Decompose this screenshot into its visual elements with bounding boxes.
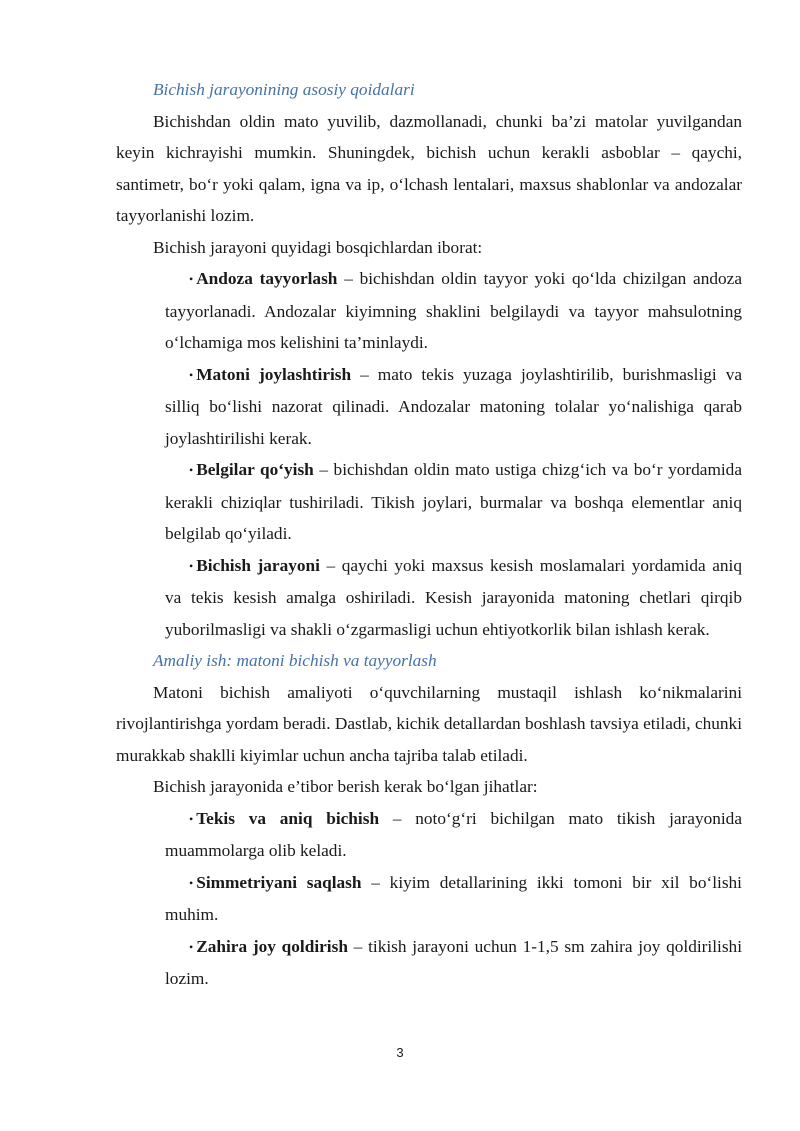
bullet-icon: • xyxy=(189,367,194,382)
bullet-icon: • xyxy=(189,875,194,890)
paragraph-practice: Matoni bichish amaliyoti o‘quvchilarning mustaqil ishlash ko‘nikmalarini rivojlantirishga yordam beradi. Dastlab, kichik detallardan boshlash tavsiya etiladi, chunki murakkab shaklli kiyimlar uchun ancha tajriba talab etiladi. xyxy=(116,682,742,765)
bullet-text: – tikish jarayoni uchun 1-1,5 sm zahira joy qoldirilishi lozim. xyxy=(165,936,743,988)
bullet-icon: • xyxy=(189,811,194,826)
bullet-icon: • xyxy=(189,939,194,954)
bullet-text: – kiyim detallarining ikki tomoni bir xil bo‘lishi muhim. xyxy=(165,872,742,924)
bullet-item xyxy=(116,359,742,455)
page-content xyxy=(116,74,742,995)
paragraph-aspects-intro: Bichish jarayonida e’tibor berish kerak bo‘lgan jihatlar: xyxy=(153,777,538,796)
bullet-text: – bichishdan oldin mato ustiga chizg‘ich va bo‘r yordamida kerakli chiziqlar tushiriladi. Tikish joylari, burmalar va boshqa elementlar aniq belgilab qo‘yiladi. xyxy=(165,460,742,543)
paragraph-preparation: Bichishdan oldin mato yuvilib, dazmollanadi, chunki ba’zi matolar yuvilgandan keyin kichrayishi mumkin. Shuningdek, bichish uchun kerakli asboblar – qaychi, santimetr, bo‘r yoki qalam, igna va ip, o‘lchash lentalari, maxsus shablonlar va andozalar tayyorlanishi lozim. xyxy=(116,111,742,225)
bullet-title: Tekis va aniq bichish xyxy=(196,808,380,828)
bullet-text: – noto‘g‘ri bichilgan mato tikish jarayonida muammolarga olib keladi. xyxy=(165,808,742,860)
bullet-text: – qaychi yoki maxsus kesish moslamalari yordamida aniq va tekis kesish amalga oshiriladi. Kesish jarayonida matoning chetlari qirqib yuborilmasligi va shakli o‘zgarmasligi uchun ehtiyotkorlik bilan ishlash kerak. xyxy=(165,555,742,639)
bullet-title: Belgilar qo‘yish xyxy=(196,460,314,479)
bullet-item xyxy=(116,803,742,867)
bullet-text: – bichishdan oldin tayyor yoki qo‘lda chizilgan andoza tayyorlanadi. Andozalar kiyimning shaklini belgilaydi va tayyor mahsulotning o‘lchamiga mos kelishini ta’minlaydi. xyxy=(165,269,742,352)
section-heading-practical-work: Amaliy ish: matoni bichish va tayyorlash xyxy=(153,651,437,670)
page-number: 3 xyxy=(396,1045,404,1060)
bullet-icon: • xyxy=(189,558,194,573)
bullet-icon: • xyxy=(189,463,194,477)
bullet-title: Andoza tayyorlash xyxy=(196,269,338,288)
bullet-text: – mato tekis yuzaga joylashtirilib, burishmasligi va silliq bo‘lishi nazorat qilinadi. Andozalar matoning tolalar yo‘nalishiga qarab joylashtirilishi kerak. xyxy=(165,364,743,448)
section-heading-cutting-rules: Bichish jarayonining asosiy qoidalari xyxy=(153,80,415,99)
bullet-item xyxy=(116,454,742,550)
bullet-icon: • xyxy=(189,272,194,286)
bullet-item xyxy=(116,867,742,931)
bullet-title: Zahira joy qoldirish xyxy=(196,936,348,956)
bullet-item xyxy=(116,550,742,646)
bullet-item xyxy=(116,931,742,995)
paragraph-stages-intro: Bichish jarayoni quyidagi bosqichlardan iborat: xyxy=(153,237,483,257)
bullet-title: Matoni joylashtirish xyxy=(196,364,352,384)
bullet-title: Simmetriyani saqlash xyxy=(196,872,362,892)
bullet-title: Bichish jarayoni xyxy=(196,555,320,575)
bullet-item xyxy=(116,263,742,359)
